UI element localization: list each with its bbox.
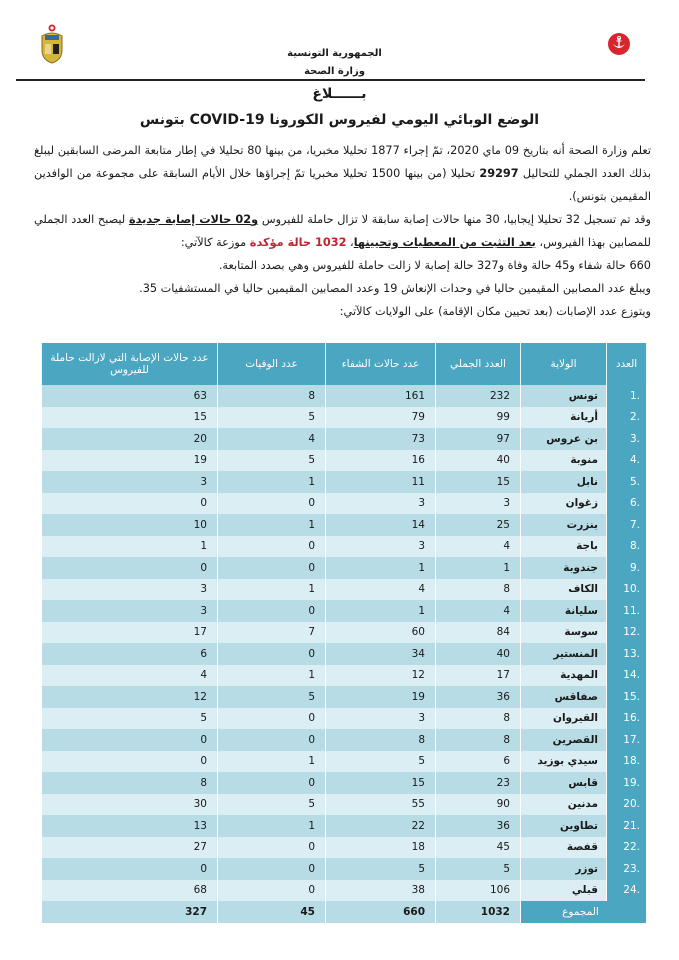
header-active: عدد حالات الإصابة التي لازالت حاملة للفيروس xyxy=(42,343,218,385)
governorate-name: المنستير xyxy=(521,643,607,665)
row-index: 1. xyxy=(607,385,647,407)
header-divider xyxy=(16,79,645,81)
cell-recovered: 22 xyxy=(326,815,436,837)
governorate-name: بنزرت xyxy=(521,514,607,536)
cell-total: 6 xyxy=(436,751,521,773)
cell-recovered: 11 xyxy=(326,471,436,493)
row-index: 17. xyxy=(607,729,647,751)
row-index: 6. xyxy=(607,493,647,515)
cell-recovered: 55 xyxy=(326,794,436,816)
cell-recovered: 15 xyxy=(326,772,436,794)
cell-active: 19 xyxy=(42,450,218,472)
paragraph-distribution-intro: ويتوزع عدد الإصابات (بعد تحيين مكان الإقامة) على الولايات كالآتي: xyxy=(339,305,651,318)
cell-total: 97 xyxy=(436,428,521,450)
row-index: 4. xyxy=(607,450,647,472)
governorate-name: قابس xyxy=(521,772,607,794)
table-row xyxy=(42,837,647,859)
table-row xyxy=(42,471,647,493)
paragraph-outcomes: 660 حالة شفاء و45 حالة وفاة و327 حالة إصابة لا زالت حاملة للفيروس وهي بصدد المتابعة. xyxy=(218,259,651,272)
table-row xyxy=(42,579,647,601)
cell-deaths: 5 xyxy=(218,794,326,816)
row-index: 12. xyxy=(607,622,647,644)
row-index: 10. xyxy=(607,579,647,601)
cell-active: 3 xyxy=(42,600,218,622)
row-index: 3. xyxy=(607,428,647,450)
cell-active: 20 xyxy=(42,428,218,450)
table-row xyxy=(42,622,647,644)
cell-active: 6 xyxy=(42,643,218,665)
row-index: 14. xyxy=(607,665,647,687)
cell-active: 8 xyxy=(42,772,218,794)
governorate-name: القيروان xyxy=(521,708,607,730)
governorate-name: مدنين xyxy=(521,794,607,816)
cell-recovered: 73 xyxy=(326,428,436,450)
cell-total: 15 xyxy=(436,471,521,493)
governorate-name: القصرين xyxy=(521,729,607,751)
governorate-name: صفاقس xyxy=(521,686,607,708)
table-row xyxy=(42,514,647,536)
row-index: 9. xyxy=(607,557,647,579)
cell-total: 8 xyxy=(436,579,521,601)
cell-deaths: 1 xyxy=(218,815,326,837)
cell-deaths: 8 xyxy=(218,385,326,407)
cell-active: 0 xyxy=(42,493,218,515)
cell-active: 1 xyxy=(42,536,218,558)
table-row xyxy=(42,493,647,515)
total-tests: 29297 xyxy=(479,167,519,180)
cell-active: 68 xyxy=(42,880,218,902)
cell-deaths: 7 xyxy=(218,622,326,644)
cell-deaths: 1 xyxy=(218,514,326,536)
communique-heading: بــــــلاغ xyxy=(312,86,367,102)
table-row xyxy=(42,858,647,880)
cell-total: 40 xyxy=(436,450,521,472)
cell-recovered: 1 xyxy=(326,600,436,622)
cell-total: 99 xyxy=(436,407,521,429)
cell-recovered: 4 xyxy=(326,579,436,601)
cell-active: 30 xyxy=(42,794,218,816)
governorate-name: باجة xyxy=(521,536,607,558)
header-governorate: الولاية xyxy=(521,343,607,385)
cell-total: 84 xyxy=(436,622,521,644)
row-index: 15. xyxy=(607,686,647,708)
cell-total: 36 xyxy=(436,686,521,708)
cell-active: 4 xyxy=(42,665,218,687)
table-row xyxy=(42,665,647,687)
table-header-row xyxy=(42,343,647,385)
cell-deaths: 0 xyxy=(218,536,326,558)
row-index: 21. xyxy=(607,815,647,837)
governorate-name: سيدي بوزيد xyxy=(521,751,607,773)
cell-recovered: 16 xyxy=(326,450,436,472)
cell-deaths: 0 xyxy=(218,858,326,880)
cell-recovered: 18 xyxy=(326,837,436,859)
governorate-name: بن عروس xyxy=(521,428,607,450)
row-index: 8. xyxy=(607,536,647,558)
cell-deaths: 0 xyxy=(218,729,326,751)
governorate-name: قفصة xyxy=(521,837,607,859)
cell-recovered: 1 xyxy=(326,557,436,579)
table-row xyxy=(42,450,647,472)
cell-recovered: 19 xyxy=(326,686,436,708)
cell-recovered: 12 xyxy=(326,665,436,687)
cell-deaths: 1 xyxy=(218,471,326,493)
header-deaths: عدد الوفيات xyxy=(218,343,326,385)
cell-total: 17 xyxy=(436,665,521,687)
row-index: 11. xyxy=(607,600,647,622)
cell-active: 0 xyxy=(42,858,218,880)
total-deaths: 45 xyxy=(218,901,326,923)
header-index: العدد xyxy=(607,343,647,385)
cell-total: 1 xyxy=(436,557,521,579)
table-row xyxy=(42,751,647,773)
cell-total: 23 xyxy=(436,772,521,794)
table-row xyxy=(42,815,647,837)
table-row xyxy=(42,643,647,665)
cell-total: 90 xyxy=(436,794,521,816)
cell-recovered: 5 xyxy=(326,751,436,773)
table-row xyxy=(42,880,647,902)
cell-active: 15 xyxy=(42,407,218,429)
governorate-name: المهدية xyxy=(521,665,607,687)
cell-active: 0 xyxy=(42,729,218,751)
ministry-name: وزارة الصحة xyxy=(304,66,365,77)
governorate-name: تطاوين xyxy=(521,815,607,837)
governorate-table xyxy=(41,343,640,923)
table-row xyxy=(42,794,647,816)
cell-deaths: 5 xyxy=(218,450,326,472)
totals-row xyxy=(42,901,647,923)
governorate-name: نابل xyxy=(521,471,607,493)
row-index: 20. xyxy=(607,794,647,816)
cell-recovered: 3 xyxy=(326,536,436,558)
governorate-name: الكاف xyxy=(521,579,607,601)
cell-active: 5 xyxy=(42,708,218,730)
cell-active: 13 xyxy=(42,815,218,837)
governorate-name: جندوبة xyxy=(521,557,607,579)
table-row xyxy=(42,708,647,730)
total-active: 327 xyxy=(42,901,218,923)
cell-recovered: 34 xyxy=(326,643,436,665)
cell-active: 63 xyxy=(42,385,218,407)
cell-deaths: 0 xyxy=(218,708,326,730)
cell-total: 4 xyxy=(436,600,521,622)
table-row xyxy=(42,557,647,579)
table-row xyxy=(42,385,647,407)
cell-total: 3 xyxy=(436,493,521,515)
cell-recovered: 8 xyxy=(326,729,436,751)
paragraph-cases: وقد تم تسجيل 32 تحليلا إيجابيا، 30 منها حالات إصابة سابقة لا تزال حاملة للفيروس و02 حالات إصابة جديدة ليصبح العدد الجملي للمصابين بهذا الفيروس، بعد التثبت من المعطيات وتحيينها، 1032 حالة مؤكدة موزعة كالآتي: xyxy=(34,213,651,249)
governorate-name: زغوان xyxy=(521,493,607,515)
cell-total: 45 xyxy=(436,837,521,859)
cell-total: 25 xyxy=(436,514,521,536)
row-index: 7. xyxy=(607,514,647,536)
cell-active: 0 xyxy=(42,751,218,773)
table-row xyxy=(42,536,647,558)
cell-active: 17 xyxy=(42,622,218,644)
cell-deaths: 0 xyxy=(218,600,326,622)
cell-active: 3 xyxy=(42,579,218,601)
row-index: 18. xyxy=(607,751,647,773)
cell-active: 3 xyxy=(42,471,218,493)
cell-deaths: 0 xyxy=(218,493,326,515)
governorate-name: أريانة xyxy=(521,407,607,429)
cell-deaths: 0 xyxy=(218,880,326,902)
row-index: 13. xyxy=(607,643,647,665)
paragraph-tests: تعلم وزارة الصحة أنه بتاريخ 09 ماي 2020، تمّ إجراء 1877 تحليلا مخبريا، من بينها 80 تحليلا في إطار متابعة المرضى السابقين ليبلغ بذلك العدد الجملي للتحاليل 29297 تحليلا (من بينها 1500 تحليلا مخبريا تمّ إجراؤها خلال الأيام السابقة على مجموعة من الوافدين المقيمين بتونس). xyxy=(34,144,652,203)
paragraph-hospitalized: ويبلغ عدد المصابين المقيمين حاليا في وحدات الإنعاش 19 وعدد المصابين المقيمين حاليا في المستشفيات 35. xyxy=(139,282,651,295)
confirmed-cases-highlight: 1032 حالة مؤكدة xyxy=(249,236,347,249)
row-index: 23. xyxy=(607,858,647,880)
cell-deaths: 1 xyxy=(218,665,326,687)
cell-recovered: 161 xyxy=(326,385,436,407)
row-index: 24. xyxy=(607,880,647,902)
cell-total: 8 xyxy=(436,729,521,751)
document-title: الوضع الوبائي اليومي لفيروس الكورونا COVID-19 بتونس xyxy=(139,112,540,128)
cell-total: 106 xyxy=(436,880,521,902)
cell-recovered: 5 xyxy=(326,858,436,880)
cell-total: 4 xyxy=(436,536,521,558)
cell-deaths: 0 xyxy=(218,772,326,794)
row-index: 16. xyxy=(607,708,647,730)
cell-active: 10 xyxy=(42,514,218,536)
total-total: 1032 xyxy=(436,901,521,923)
issuer-block xyxy=(0,45,679,81)
governorate-name: منوبة xyxy=(521,450,607,472)
cell-deaths: 1 xyxy=(218,579,326,601)
table-row xyxy=(42,428,647,450)
country-name: الجمهورية التونسية xyxy=(287,48,382,59)
cell-deaths: 0 xyxy=(218,643,326,665)
governorate-name: سليانة xyxy=(521,600,607,622)
cell-recovered: 60 xyxy=(326,622,436,644)
cell-total: 40 xyxy=(436,643,521,665)
cell-recovered: 79 xyxy=(326,407,436,429)
row-index: 5. xyxy=(607,471,647,493)
cell-active: 0 xyxy=(42,557,218,579)
cell-recovered: 3 xyxy=(326,708,436,730)
cell-active: 12 xyxy=(42,686,218,708)
cell-deaths: 4 xyxy=(218,428,326,450)
cell-deaths: 0 xyxy=(218,837,326,859)
table-row xyxy=(42,686,647,708)
cell-deaths: 1 xyxy=(218,751,326,773)
row-index: 2. xyxy=(607,407,647,429)
total-recovered: 660 xyxy=(326,901,436,923)
table-row xyxy=(42,729,647,751)
table-row xyxy=(42,407,647,429)
communique-body xyxy=(34,139,651,323)
row-index: 22. xyxy=(607,837,647,859)
cell-recovered: 3 xyxy=(326,493,436,515)
cell-recovered: 14 xyxy=(326,514,436,536)
table-row xyxy=(42,600,647,622)
cell-active: 27 xyxy=(42,837,218,859)
cell-total: 232 xyxy=(436,385,521,407)
cell-deaths: 5 xyxy=(218,407,326,429)
header-recovered: عدد حالات الشفاء xyxy=(326,343,436,385)
table-row xyxy=(42,772,647,794)
totals-label: المجموع xyxy=(521,901,647,923)
governorate-name: توزر xyxy=(521,858,607,880)
cell-recovered: 38 xyxy=(326,880,436,902)
cell-total: 8 xyxy=(436,708,521,730)
header-total: العدد الجملي xyxy=(436,343,521,385)
cell-total: 36 xyxy=(436,815,521,837)
cell-deaths: 5 xyxy=(218,686,326,708)
governorate-name: تونس xyxy=(521,385,607,407)
cell-deaths: 0 xyxy=(218,557,326,579)
cell-total: 5 xyxy=(436,858,521,880)
governorate-name: قبلي xyxy=(521,880,607,902)
governorate-name: سوسة xyxy=(521,622,607,644)
row-index: 19. xyxy=(607,772,647,794)
